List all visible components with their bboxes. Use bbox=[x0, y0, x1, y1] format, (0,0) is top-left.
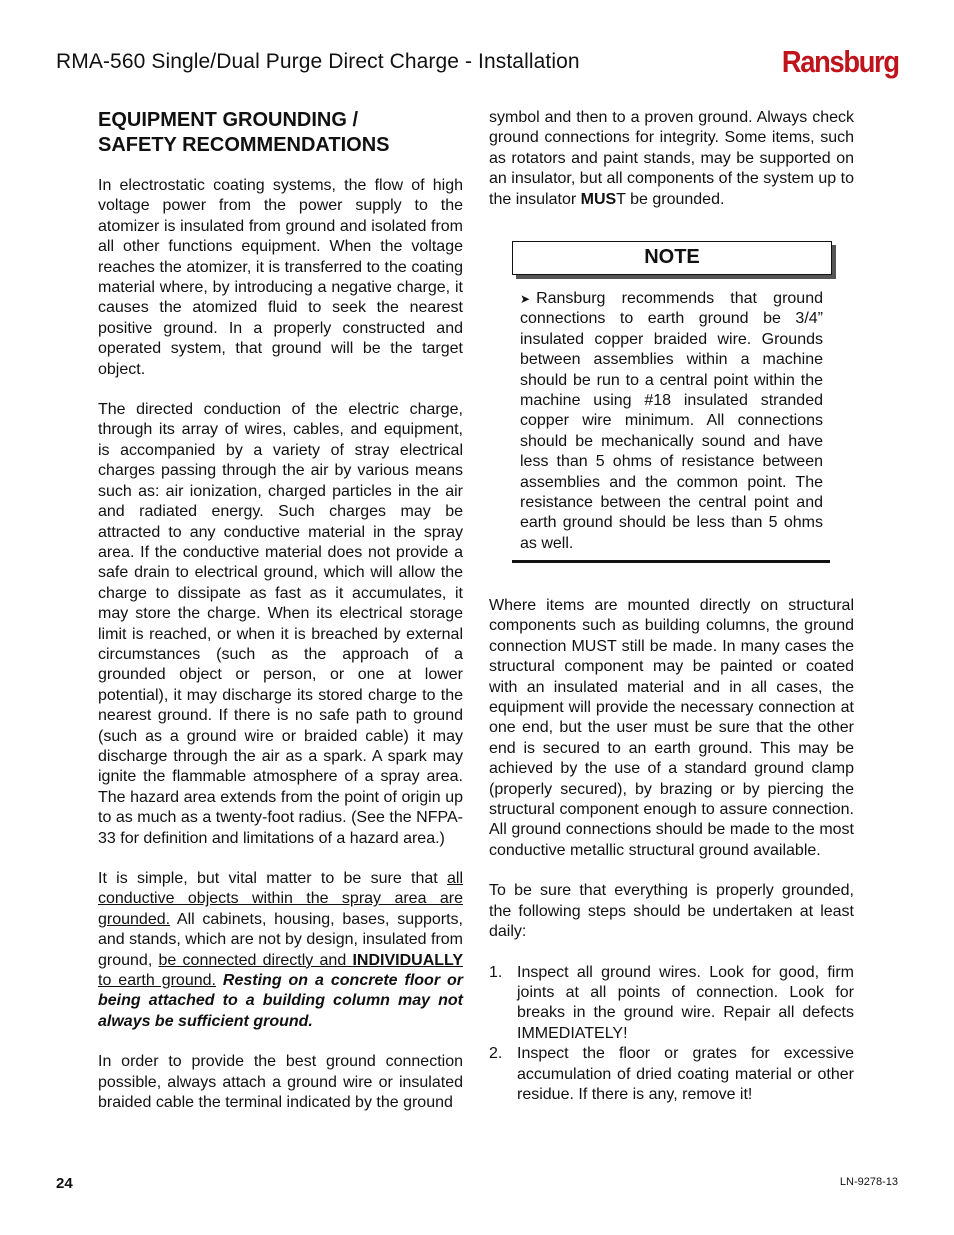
para3-underline-individually: INDIVIDUALLY bbox=[352, 951, 463, 969]
right-paragraph-2: Where items are mounted directly on structural components such as building columns, the ground connection MUST still be made. In many cases the structural component may be painted or coated with an insulated material and in all cases, the equipment will provide the necessary connection at one end, but the user must be sure that the other end is secured to an earth ground. This may be achieved by the use of a standard ground clamp (properly secured), by brazing or by piercing the structural component enough to assure connection. All ground connections should be made to the most conductive metallic structural ground available. bbox=[489, 597, 854, 859]
para3-underline-4: to earth ground. bbox=[98, 972, 216, 990]
right-column bbox=[489, 108, 854, 210]
para3-underline-1: all conductive objects within the spray area are grounded. bbox=[98, 870, 463, 928]
inspection-steps-list bbox=[489, 963, 854, 1106]
para3-text-b: All cabinets, housing, bases, supports, and stands, which are not by design, insulated from ground, bbox=[98, 910, 463, 969]
left-column bbox=[98, 108, 463, 1113]
step-text: Inspect the floor or grates for excessive accumulation of dried coating material or other residue. If there is any, remove it! bbox=[517, 1045, 854, 1103]
arrow-right-icon: ➤ bbox=[520, 292, 531, 306]
note-divider bbox=[512, 560, 830, 563]
paragraph-1: In electrostatic coating systems, the flow of high voltage power from the power supply to the atomizer is insulated from ground and isolated from all other functions equipment. When the voltage reaches the atomizer, it is transferred to the coating material where, by introducing a negative charge, it causes the atomized fluid to seek the nearest positive ground. In a properly constructed and operated system, that ground will be the target object. bbox=[98, 177, 463, 378]
list-item bbox=[489, 963, 854, 1045]
step-number: 1. bbox=[489, 963, 503, 981]
step-number: 2. bbox=[489, 1045, 503, 1063]
para3-text-a: It is simple, but vital matter to be sure that bbox=[98, 870, 447, 887]
note-title: NOTE bbox=[644, 246, 700, 268]
list-item bbox=[489, 1044, 854, 1105]
right-column-lower bbox=[489, 596, 854, 1105]
right-para1-must: MUS bbox=[580, 190, 617, 208]
section-heading bbox=[98, 108, 463, 158]
right-paragraph-3: To be sure that everything is properly grounded, the following steps should be undertaken at least daily: bbox=[489, 882, 854, 941]
paragraph-2: The directed conduction of the electric charge, through its array of wires, cables, and equipment, is accompanied by a variety of stray electrical charges passing through the air by various means such as: air ionization, charged particles in the air and radiated energy. Such charges may be attracted to any conductive material in the spray area. If the conductive material does not provide a safe drain to electrical ground, which will allow the charge to dissipate as fast as it accumulates, it may store the charge. When its electrical storage limit is reached, or when it is breached by external circumstances (such as the approach of a grounded object or person, or one at lower potential), it may discharge its stored charge to the nearest ground. If there is no safe path to ground (such as a ground wire or braided cable) it may discharge through the air as a spark. A spark may ignite the flammable atmosphere of a spray area. The hazard area extends from the point of origin up to as much as a twenty-foot radius. (See the NFPA-33 for definition and limitations of a hazard area.) bbox=[98, 401, 463, 847]
note-box bbox=[512, 241, 832, 275]
document-id: LN-9278-13 bbox=[839, 1176, 898, 1188]
page-number: 24 bbox=[56, 1175, 73, 1192]
heading-line-2: SAFETY RECOMMENDATIONS bbox=[98, 134, 390, 156]
para3-emphasis: Resting on a concrete floor or being attached to a building column may not always be sufficient ground. bbox=[98, 972, 463, 1030]
paragraph-3 bbox=[98, 869, 463, 1032]
paragraph-4: In order to provide the best ground connection possible, always attach a ground wire or insulated braided cable the terminal indicated by the ground bbox=[98, 1053, 463, 1112]
note-body bbox=[520, 289, 823, 554]
heading-line-1: EQUIPMENT GROUNDING / bbox=[98, 109, 359, 131]
right-para1-text-b: T be grounded. bbox=[616, 190, 725, 208]
step-text: Inspect all ground wires. Look for good, firm joints at all points of connection. Look for breaks in the ground wire. Repair all defects IMMEDIATELY! bbox=[517, 963, 854, 1042]
right-paragraph-1 bbox=[489, 108, 854, 210]
page-header-title: RMA-560 Single/Dual Purge Direct Charge - Installation bbox=[56, 50, 580, 73]
right-para1-text-a: symbol and then to a proven ground. Always check ground connections for integrity. Some items, such as rotators and paint stands, may be supported on an insulator, but all components of the system up to the insulator bbox=[489, 109, 854, 208]
brand-logo: Ransburg bbox=[782, 44, 899, 79]
note-text: Ransburg recommends that ground connections to earth ground be 3/4” insulated copper braided wire. Grounds between assemblies within a machine should be run to a central point within the machine using #18 insulated stranded copper wire minimum. All connections should be mechanically sound and have less than 5 ohms of resistance between assemblies and the common point. The resistance between the central point and earth ground should be less than 5 ohms as well. bbox=[520, 290, 823, 552]
para3-underline-2: be connected directly and bbox=[158, 951, 353, 969]
